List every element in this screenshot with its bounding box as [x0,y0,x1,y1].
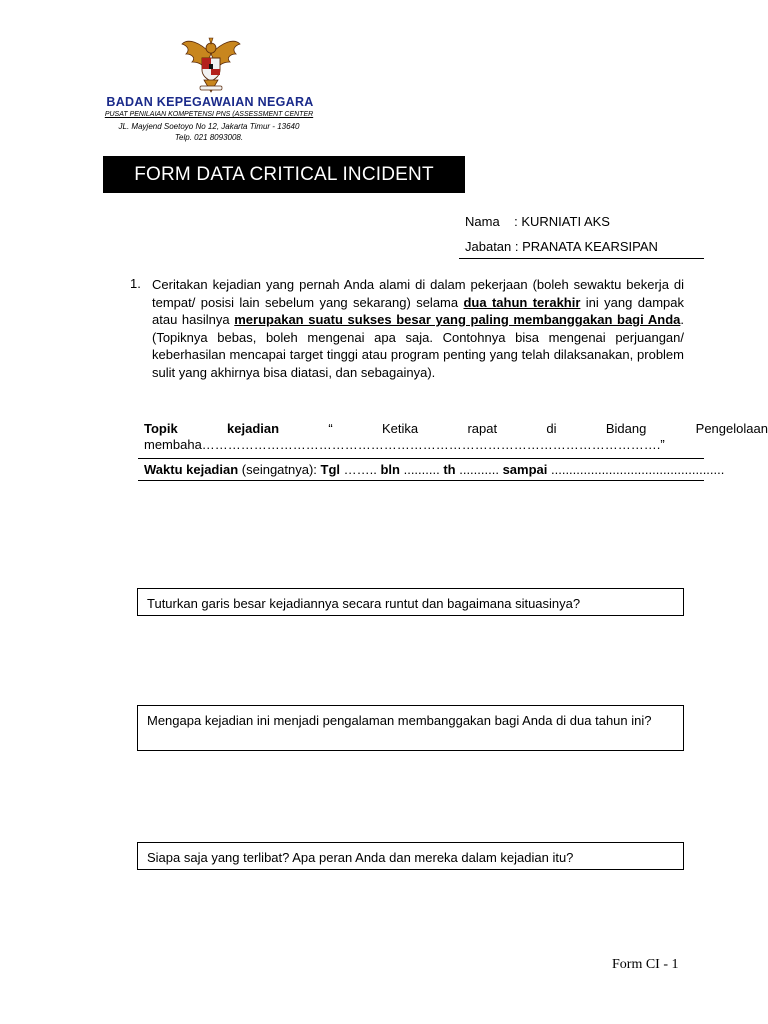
question-4-text: Siapa saja yang terlibat? Apa peran Anda dan mereka dalam kejadian itu? [147,850,574,865]
organization-phone: Telp. 021 8093008. [174,133,244,142]
topik-word: Topik [144,421,178,436]
question-1-part2: ini yang dampak atau hasilnya [152,294,684,327]
question-3-box [137,705,684,751]
topik-continuation: membaha…………………………………………………………………………………………….” [144,437,665,452]
question-3-text: Mengapa kejadian ini menjadi pengalaman membanggakan bagi Anda di dua tahun ini? [147,713,652,728]
question-1-part3: . (Topiknya bebas, boleh mengenai apa saja. Contohnya bisa mengenai perjuangan/ keberhasilan mencapai target tinggi atau program penting yang telah dilaksanakan, problem sulit yang akhirnya bisa diatasi, dan sebagainya). [152,312,684,380]
organization-subtitle: PUSAT PENILAIAN KOMPETENSI PNS (ASSESSMENT CENTER [104,111,314,118]
waktu-sampai-label: sampai [502,462,548,477]
waktu-th-label: th [443,462,456,477]
question-1-text [152,276,684,381]
question-1-emphasis1: dua tahun terakhir [463,294,581,310]
topik-word: di [546,421,557,436]
waktu-hint: (seingatnya): [238,462,321,477]
topik-word: “ [328,421,333,436]
waktu-bln-label: bln [380,462,400,477]
waktu-label: Waktu kejadian [144,462,239,477]
organization-address: JL. Mayjend Soetoyo No 12, Jakarta Timur - 13640 [118,122,300,131]
question-2-box [137,588,684,616]
topik-word: rapat [467,421,498,436]
topik-word: Pengelolaan [695,421,768,436]
garuda-emblem-icon [178,34,244,94]
waktu-sampai-field: ................................................ [547,462,725,477]
waktu-bln-field: .......... [399,462,444,477]
question-1-emphasis2: merupakan suatu sukses besar yang paling membanggakan bagi Anda [234,312,681,327]
info-nama: Nama : KURNIATI AKS [465,214,610,229]
question-number: 1. [130,276,141,291]
topik-underline [138,458,704,459]
question-2-text: Tuturkan garis besar kejadiannya secara runtut dan bagaimana situasinya? [147,596,581,611]
topik-word: Ketika [382,421,419,436]
waktu-tgl-field: …….. [340,462,381,477]
question-1-part1: Ceritakan kejadian yang pernah Anda alami di dalam pekerjaan (boleh sewaktu bekerja di tempat/ posisi lain sebelum yang sekarang) selama [152,277,684,310]
organization-name: BADAN KEPEGAWAIAN NEGARA [106,95,314,109]
info-divider [459,258,704,259]
topik-line [144,421,768,436]
waktu-tgl-label: Tgl [320,462,341,477]
waktu-underline [138,480,704,481]
waktu-th-field: ........... [455,462,503,477]
form-title: FORM DATA CRITICAL INCIDENT [103,156,465,193]
topik-word: Bidang [605,421,647,436]
question-4-box [137,842,684,870]
info-jabatan: Jabatan : PRANATA KEARSIPAN [465,239,658,254]
topik-word: kejadian [227,421,280,436]
form-footer: Form CI - 1 [612,957,679,972]
waktu-kejadian-line [144,462,768,477]
